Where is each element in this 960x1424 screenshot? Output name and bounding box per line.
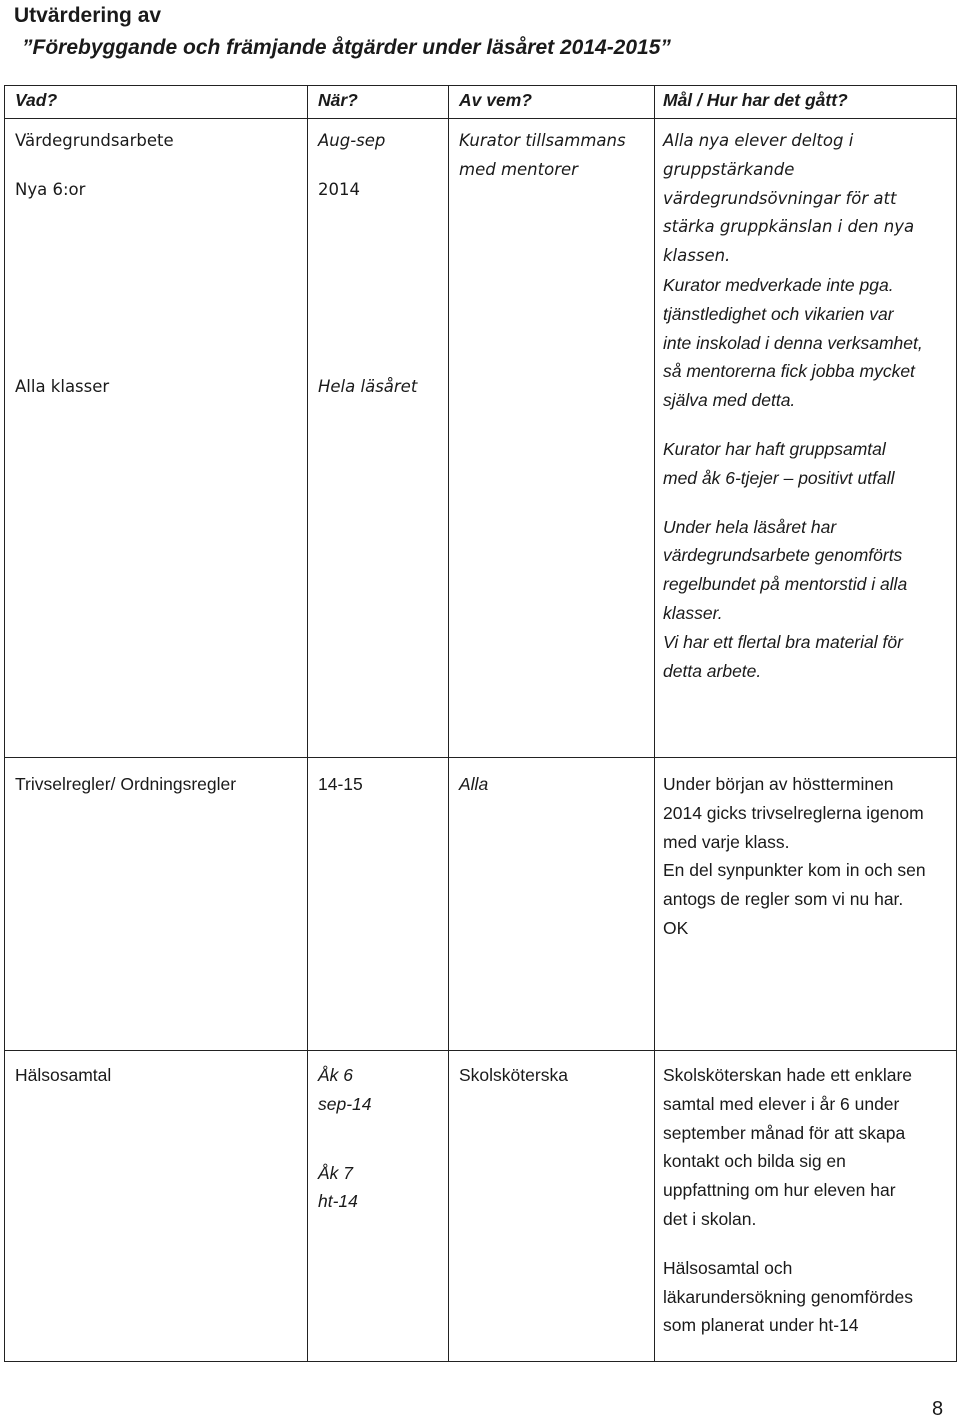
cell-vad: [5, 1051, 308, 1362]
cell-av-vem: [449, 1051, 655, 1362]
text-line: stärka gruppkänslan i den nya: [663, 217, 915, 237]
text-line: Trivselregler/ Ordningsregler: [15, 774, 237, 794]
text-line: sep-14: [318, 1093, 372, 1114]
text-line: själva med detta.: [663, 390, 796, 411]
paragraph: [663, 271, 950, 415]
text-line: Vi har ett flertal bra material för: [663, 631, 903, 652]
cell-mal: [655, 758, 957, 1051]
text-line: ht-14: [318, 1191, 358, 1212]
text-line: med åk 6-tjejer – positivt utfall: [663, 467, 895, 488]
text-line: med varje klass.: [663, 831, 790, 852]
text-line: Alla: [459, 774, 489, 794]
text-line: Åk 7: [318, 1162, 354, 1183]
text-line: regelbundet på mentorstid i alla: [663, 574, 908, 595]
text-line: som planerat under ht-14: [663, 1315, 859, 1336]
text-line: Kurator har haft gruppsamtal: [663, 438, 886, 459]
text-line: värdegrundsarbete genomförts: [663, 545, 903, 566]
text-line: med mentorer: [459, 159, 578, 179]
text-line: OK: [663, 917, 689, 938]
table-row: [5, 1051, 957, 1362]
paragraph: [663, 435, 950, 493]
table-row: [5, 758, 957, 1051]
text-line: Alla klasser: [15, 376, 110, 396]
text-line: Under hela läsåret har: [663, 516, 837, 537]
cell-vad: [5, 758, 308, 1051]
document-title: [14, 0, 671, 64]
text-line: Alla nya elever deltog i: [663, 131, 854, 150]
text-line: antogs de regler som vi nu har.: [663, 889, 904, 910]
header-nar: När?: [308, 86, 449, 119]
text-line: klassen.: [663, 246, 731, 266]
text-line: värdegrundsövningar för att: [663, 188, 897, 208]
cell-vad: [5, 119, 308, 758]
evaluation-table: [4, 85, 957, 1362]
text-line: det i skolan.: [663, 1208, 757, 1229]
text-line: detta arbete.: [663, 660, 762, 681]
text-line: En del synpunkter kom in och sen: [663, 860, 926, 881]
text-line: Under början av höstterminen: [663, 774, 894, 794]
text-line: Kurator medverkade inte pga.: [663, 274, 894, 295]
paragraph: [663, 127, 950, 271]
text-line: Nya 6:or: [15, 179, 86, 199]
text-line: kontakt och bilda sig en: [663, 1151, 846, 1172]
text-line: uppfattning om hur eleven har: [663, 1180, 896, 1201]
text-line: Hälsosamtal och: [663, 1257, 793, 1278]
table-header-row: [5, 86, 957, 119]
text-line: Aug-sep: [318, 131, 386, 150]
paragraph: [663, 1061, 950, 1234]
text-line: samtal med elever i år 6 under: [663, 1093, 900, 1114]
text-line: Värdegrundsarbete: [15, 131, 174, 150]
title-line-1: Utvärdering av: [14, 4, 162, 27]
text-line: Kurator tillsammans: [459, 131, 626, 150]
cell-av-vem: [449, 119, 655, 758]
text-line: gruppstärkande: [663, 159, 795, 179]
text-line: Skolsköterskan hade ett enklare: [663, 1065, 913, 1085]
cell-av-vem: [449, 758, 655, 1051]
title-line-2: ”Förebyggande och främjande åtgärder under läsåret 2014-2015”: [22, 36, 671, 59]
paragraph: [663, 513, 950, 686]
cell-mal: [655, 119, 957, 758]
text-line: 14-15: [318, 774, 363, 794]
cell-nar: [308, 119, 449, 758]
table-row: [5, 119, 957, 758]
cell-nar: [308, 758, 449, 1051]
paragraph: [663, 1254, 950, 1340]
header-mal: Mål / Hur har det gått?: [655, 86, 957, 119]
header-av-vem: Av vem?: [449, 86, 655, 119]
text-line: Hälsosamtal: [15, 1065, 112, 1085]
text-line: Åk 6: [318, 1065, 354, 1085]
text-line: så mentorerna fick jobba mycket: [663, 361, 915, 382]
cell-mal: [655, 1051, 957, 1362]
text-line: Hela läsåret: [318, 376, 418, 396]
text-line: läkarundersökning genomfördes: [663, 1286, 914, 1307]
text-line: 2014 gicks trivselreglerna igenom: [663, 802, 924, 823]
text-line: Skolsköterska: [459, 1065, 568, 1085]
page-number: 8: [932, 1398, 944, 1420]
cell-nar: [308, 1051, 449, 1362]
text-line: klasser.: [663, 602, 723, 623]
text-line: inte inskolad i denna verksamhet,: [663, 332, 923, 353]
text-line: 2014: [318, 179, 360, 199]
header-vad: Vad?: [5, 86, 308, 119]
text-line: tjänstledighet och vikarien var: [663, 303, 894, 324]
text-line: september månad för att skapa: [663, 1122, 906, 1143]
